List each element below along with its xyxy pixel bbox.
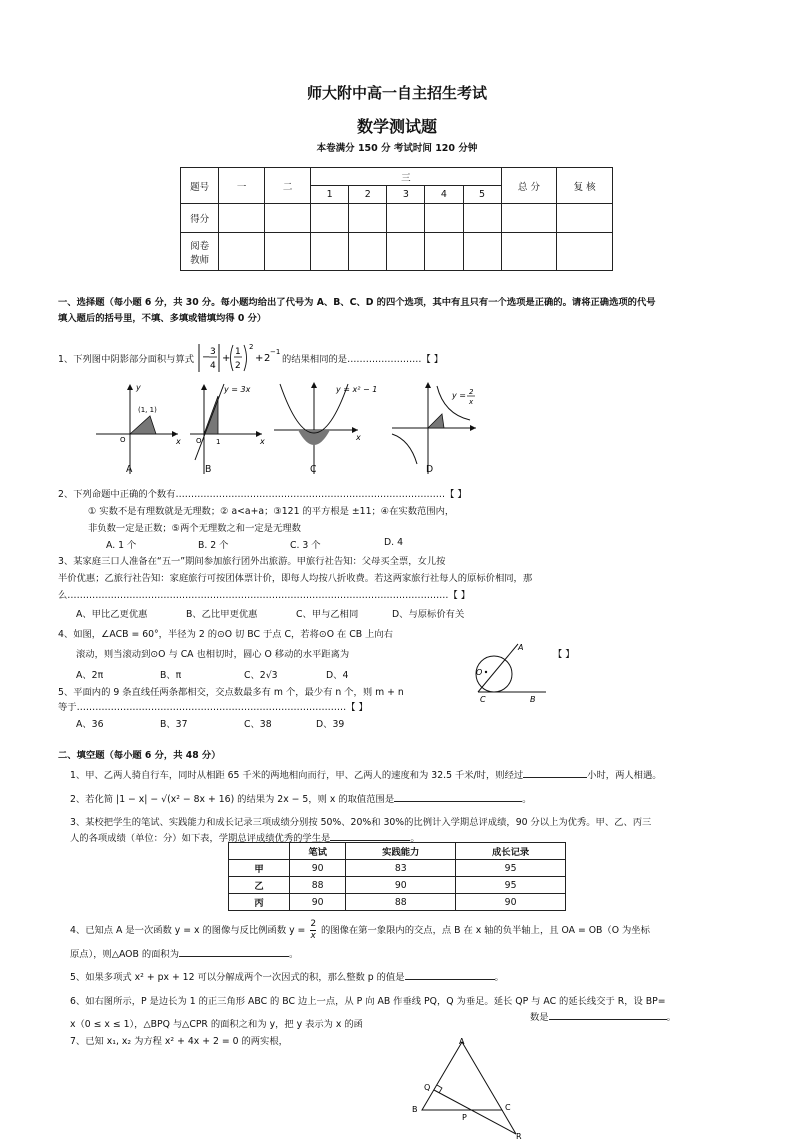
graph-a bbox=[96, 383, 181, 474]
s2-q3-line2: 人的各项成绩（单位：分）如下表，学期总评成绩优秀的学生是 。 bbox=[70, 829, 420, 844]
svg-text:y = x² − 1: y = x² − 1 bbox=[336, 385, 378, 394]
s2-q3-line1: 3、某校把学生的笔试、实践能力和成长记录三项成绩分别按 50%、20%和 30%的比例计入学期总评成绩，90 分以上为优秀。甲、乙、丙三 bbox=[70, 817, 652, 828]
score-header-total: 总 分 bbox=[501, 168, 557, 204]
svg-text:2: 2 bbox=[235, 361, 241, 371]
s1-q1: 1、下列图中阴影部分面积与算式 − 3 4 + 1 2 2 + 2 −1 的结果相同的是……………………【 】 bbox=[58, 341, 443, 378]
svg-text:x: x bbox=[356, 433, 361, 442]
svg-text:1: 1 bbox=[235, 347, 241, 357]
svg-text:−1: −1 bbox=[270, 348, 281, 356]
exam-info: 本卷满分 150 分 考试时间 120 分钟 bbox=[316, 143, 478, 154]
section1-heading-line1: 一、选择题（每小题 6 分，共 30 分。每小题均给出了代号为 A、B、C、D 的四个选项，其中有且只有一个选项是正确的。请将正确选项的代号 bbox=[58, 297, 656, 308]
svg-text:B: B bbox=[412, 1105, 418, 1114]
score-header-review: 复 核 bbox=[557, 168, 613, 204]
graph-label-b: B bbox=[205, 464, 212, 475]
svg-text:O: O bbox=[196, 437, 202, 445]
score-sub-1: 1 bbox=[311, 186, 349, 204]
s1-q5-option-d: D、39 bbox=[316, 719, 345, 730]
table-row: 甲 90 83 95 bbox=[229, 860, 566, 877]
svg-text:C: C bbox=[480, 695, 486, 704]
svg-text:4: 4 bbox=[210, 361, 216, 371]
s2-q6-line1: 6、如右图所示，P 是边长为 1 的正三角形 ABC 的 BC 边上一点，从 P 向 AB 作垂线 PQ，Q 为垂足。延长 QP 与 AC 的延长线交于 R，设 BP= bbox=[70, 996, 666, 1007]
s2-q2-blank[interactable] bbox=[394, 790, 522, 802]
s1-q3-option-b: B、乙比甲更优惠 bbox=[186, 609, 258, 620]
score-header-col3: 三 bbox=[311, 168, 501, 186]
s2-q4-line1: 4、已知点 A 是一次函数 y = x 的图像与反比例函数 y = $\frac{2}{x}$ 的图像在第一象限内的交点，点 B 在 x 轴的负半轴上，且 OA = OB（O 为坐标 bbox=[70, 919, 650, 941]
svg-text:x: x bbox=[260, 437, 265, 446]
s1-q4-option-b: B、π bbox=[160, 670, 182, 681]
s2-q6-line2: x（0 ≤ x ≤ 1），△BPQ 与△CPR 的面积之和为 y，把 y 表示为 x 的函 bbox=[70, 1019, 363, 1030]
teacher-row-label: 阅卷 教师 bbox=[181, 233, 219, 271]
s1-q2-line1: 2、下列命题中正确的个数有……………………………………………………………………………【 】 bbox=[58, 489, 467, 500]
svg-text:A: A bbox=[459, 1037, 465, 1046]
table-row: 乙 88 90 95 bbox=[229, 877, 566, 894]
s1-q2-option-a: A. 1 个 bbox=[106, 540, 137, 551]
section1-heading-line2: 填入题后的括号里，不填、多填或错填均得 0 分） bbox=[58, 313, 267, 324]
s2-q4-blank[interactable] bbox=[179, 945, 289, 957]
s2-q7-line1: 7、已知 x₁, x₂ 为方程 x² + 4x + 2 = 0 的两实根， bbox=[70, 1036, 288, 1047]
svg-text:1: 1 bbox=[216, 438, 221, 446]
s1-q2-option-b: B. 2 个 bbox=[198, 540, 229, 551]
s1-q5-line1: 5、平面内的 9 条直线任两条都相交，交点数最多有 m 个，最少有 n 个，则 m + n bbox=[58, 687, 404, 698]
s1-q3-option-a: A、甲比乙更优惠 bbox=[76, 609, 148, 620]
svg-text:3: 3 bbox=[210, 347, 216, 357]
svg-text:(1, 1): (1, 1) bbox=[138, 406, 157, 414]
s2-q5: 5、如果多项式 x² + px + 12 可以分解成两个一次因式的积，那么整数 p 的值是 。 bbox=[70, 968, 504, 983]
graph-d bbox=[392, 382, 476, 474]
s2-q4-line2: 原点），则△AOB 的面积为 。 bbox=[70, 945, 298, 960]
s1-q3-line2: 半价优惠；乙旅行社告知：家庭旅行可按团体票计价，即每人均按八折收费。若这两家旅行社每人的原标价相同，那 bbox=[58, 573, 533, 584]
s1-q3-option-d: D、与原标价有关 bbox=[392, 609, 465, 620]
q1-graphs bbox=[92, 378, 492, 478]
score-sub-3: 3 bbox=[387, 186, 425, 204]
svg-text:Q: Q bbox=[424, 1083, 431, 1092]
svg-text:+: + bbox=[222, 353, 231, 364]
s1-q5-option-b: B、37 bbox=[160, 719, 188, 730]
s1-q4-option-d: D、4 bbox=[326, 670, 349, 681]
s1-q4-option-a: A、2π bbox=[76, 670, 104, 681]
score-header-col1: 一 bbox=[219, 168, 265, 204]
svg-text:y = 3x: y = 3x bbox=[224, 385, 251, 394]
graph-label-a: A bbox=[126, 464, 133, 475]
svg-text:O: O bbox=[120, 436, 126, 444]
score-sub-4: 4 bbox=[425, 186, 463, 204]
s1-q2-line3: 非负数一定是正数；⑤两个无理数之和一定是无理数 bbox=[88, 523, 301, 534]
s2-q5-blank[interactable] bbox=[405, 968, 495, 980]
s1-q2-option-c: C. 3 个 bbox=[290, 540, 321, 551]
s2-q2: 2、若化简 |1 − x| − √(x² − 8x + 16) 的结果为 2x − 5，则 x 的取值范围是 。 bbox=[70, 790, 531, 805]
s1-q5-option-c: C、38 bbox=[244, 719, 272, 730]
s1-q4-bracket: 【 】 bbox=[553, 649, 575, 660]
score-sub-5: 5 bbox=[463, 186, 501, 204]
q4-figure bbox=[460, 638, 550, 706]
graph-b bbox=[190, 384, 265, 474]
table-row: 丙 90 88 90 bbox=[229, 894, 566, 911]
grades-table bbox=[228, 842, 566, 911]
svg-text:2: 2 bbox=[249, 343, 254, 351]
s1-q3-option-c: C、甲与乙相同 bbox=[296, 609, 359, 620]
s1-q5-option-a: A、36 bbox=[76, 719, 104, 730]
svg-text:A: A bbox=[518, 643, 524, 652]
svg-text:y: y bbox=[136, 383, 141, 392]
s2-q1-blank[interactable] bbox=[523, 766, 587, 778]
s1-q2-option-d: D. 4 bbox=[384, 537, 403, 548]
svg-text:B: B bbox=[530, 695, 536, 704]
svg-text:x: x bbox=[469, 398, 474, 406]
svg-text:O: O bbox=[476, 668, 483, 677]
svg-text:C: C bbox=[505, 1103, 511, 1112]
s1-q3-line1: 3、某家庭三口人准备在“五一”期间参加旅行团外出旅游。甲旅行社告知：父母买全票，女儿按 bbox=[58, 556, 446, 567]
svg-text:R: R bbox=[516, 1132, 522, 1141]
svg-text:+: + bbox=[255, 353, 264, 364]
svg-text:y =: y = bbox=[452, 391, 466, 400]
svg-text:x: x bbox=[176, 437, 181, 446]
graph-label-d: D bbox=[426, 464, 434, 475]
exam-title: 师大附中高一自主招生考试 bbox=[306, 84, 487, 102]
svg-text:2: 2 bbox=[469, 388, 474, 396]
s1-q5-line2: 等于……………………………………………………………………………【 】 bbox=[58, 702, 368, 713]
grades-header-row: 笔试 实践能力 成长记录 bbox=[229, 843, 566, 860]
section2-heading: 二、填空题（每小题 6 分，共 48 分） bbox=[58, 750, 221, 761]
score-header-tihao: 题号 bbox=[181, 168, 219, 204]
svg-text:−: − bbox=[202, 352, 211, 363]
s1-q3-line3: 么……………………………………………………………………………………………………………【 】 bbox=[58, 590, 471, 601]
s2-q6-blank[interactable] bbox=[549, 1008, 667, 1020]
graph-label-c: C bbox=[310, 464, 317, 475]
graph-c bbox=[274, 382, 377, 474]
svg-text:2: 2 bbox=[264, 353, 271, 364]
score-row-label: 得分 bbox=[181, 204, 219, 233]
s1-q4-line2: 滚动，则当滚动到⊙O 与 CA 也相切时，圆心 O 移动的水平距离为 bbox=[76, 649, 350, 660]
s1-q2-line2: ① 实数不是有理数就是无理数；② a<a+a；③121 的平方根是 ±11；④在实数范围内， bbox=[88, 506, 455, 517]
s2-q1: 1、甲、乙两人骑自行车，同时从相距 65 千米的两地相向而行，甲、乙两人的速度和为 32.5 千米/时，则经过 小时，两人相遇。 bbox=[70, 766, 662, 781]
s1-q4-option-c: C、2√3 bbox=[244, 670, 278, 681]
s2-q3-blank[interactable] bbox=[330, 829, 410, 841]
score-sub-2: 2 bbox=[349, 186, 387, 204]
q6-figure bbox=[406, 1036, 530, 1140]
score-header-col2: 二 bbox=[265, 168, 311, 204]
s2-q6-answer: 数是 。 bbox=[530, 1008, 676, 1023]
score-table bbox=[180, 167, 613, 271]
s1-q4-line1: 4、如图，∠ACB = 60°，半径为 2 的⊙O 切 BC 于点 C，若将⊙O 在 CB 上向右 bbox=[58, 629, 393, 640]
q1-expression bbox=[197, 341, 279, 378]
exam-subtitle: 数学测试题 bbox=[356, 117, 437, 136]
svg-text:P: P bbox=[462, 1113, 467, 1122]
